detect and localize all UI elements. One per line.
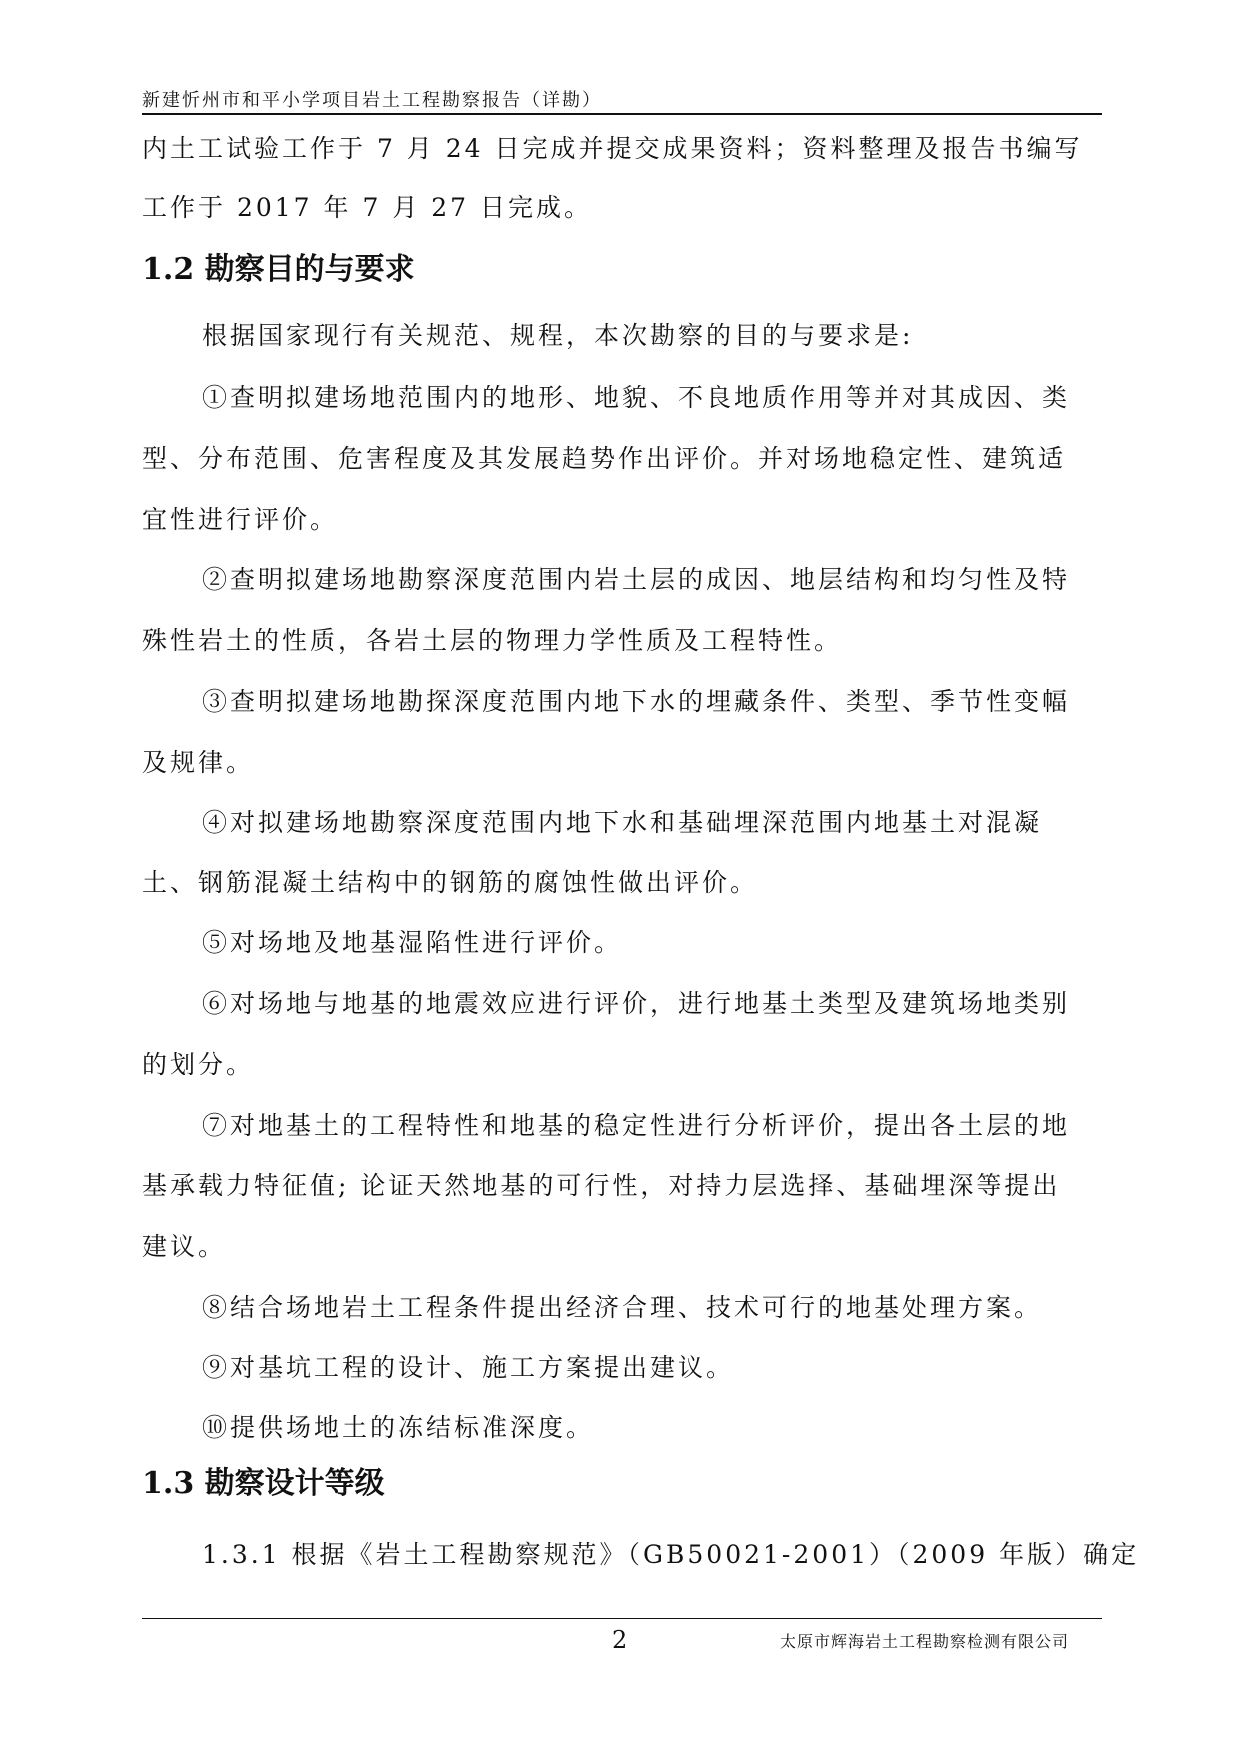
requirement-item-1: ①查明拟建场地范围内的地形、地貌、不良地质作用等并对其成因、类 (202, 383, 1071, 412)
header-divider (142, 113, 1102, 115)
section-heading-1-3: 1.3 勘察设计等级 (142, 1466, 385, 1501)
body-line: 工作于 2017 年 7 月 27 日完成。 (142, 193, 593, 222)
body-line: 殊性岩土的性质，各岩土层的物理力学性质及工程特性。 (142, 626, 843, 655)
requirement-item-6: ⑥对场地与地基的地震效应进行评价，进行地基土类型及建筑场地类别 (202, 989, 1071, 1018)
body-line: 型、分布范围、危害程度及其发展趋势作出评价。并对场地稳定性、建筑适 (142, 444, 1067, 473)
body-line: 1.3.1 根据《岩土工程勘察规范》（GB50021-2001）（2009 年版）确定 (202, 1540, 1140, 1569)
section-heading-1-2: 1.2 勘察目的与要求 (142, 252, 415, 287)
body-line: 根据国家现行有关规范、规程，本次勘察的目的与要求是: (202, 321, 914, 350)
requirement-item-9: ⑨对基坑工程的设计、施工方案提出建议。 (202, 1353, 735, 1382)
requirement-item-7: ⑦对地基土的工程特性和地基的稳定性进行分析评价，提出各土层的地 (202, 1111, 1071, 1140)
requirement-item-2: ②查明拟建场地勘察深度范围内岩土层的成因、地层结构和均匀性及特 (202, 565, 1071, 594)
requirement-item-8: ⑧结合场地岩土工程条件提出经济合理、技术可行的地基处理方案。 (202, 1293, 1043, 1322)
body-line: 及规律。 (142, 748, 255, 777)
body-line: 土、钢筋混凝土结构中的钢筋的腐蚀性做出评价。 (142, 868, 759, 897)
running-header: 新建忻州市和平小学项目岩土工程勘察报告（详勘） (142, 90, 602, 111)
page-number: 2 (612, 1626, 628, 1654)
body-line: 的划分。 (142, 1050, 255, 1079)
body-line: 建议。 (142, 1232, 227, 1261)
requirement-item-10: ⑩提供场地土的冻结标准深度。 (202, 1413, 595, 1442)
footer-divider (142, 1618, 1102, 1619)
requirement-item-5: ⑤对场地及地基湿陷性进行评价。 (202, 928, 623, 957)
requirement-item-4: ④对拟建场地勘察深度范围内地下水和基础埋深范围内地基土对混凝 (202, 808, 1043, 837)
company-name: 太原市辉海岩土工程勘察检测有限公司 (780, 1632, 1070, 1651)
requirement-item-3: ③查明拟建场地勘探深度范围内地下水的埋藏条件、类型、季节性变幅 (202, 687, 1071, 716)
body-line: 内土工试验工作于 7 月 24 日完成并提交成果资料；资料整理及报告书编写 (142, 134, 1083, 163)
body-line: 基承载力特征值; 论证天然地基的可行性，对持力层选择、基础埋深等提出 (142, 1171, 1061, 1200)
body-line: 宜性进行评价。 (142, 505, 339, 534)
